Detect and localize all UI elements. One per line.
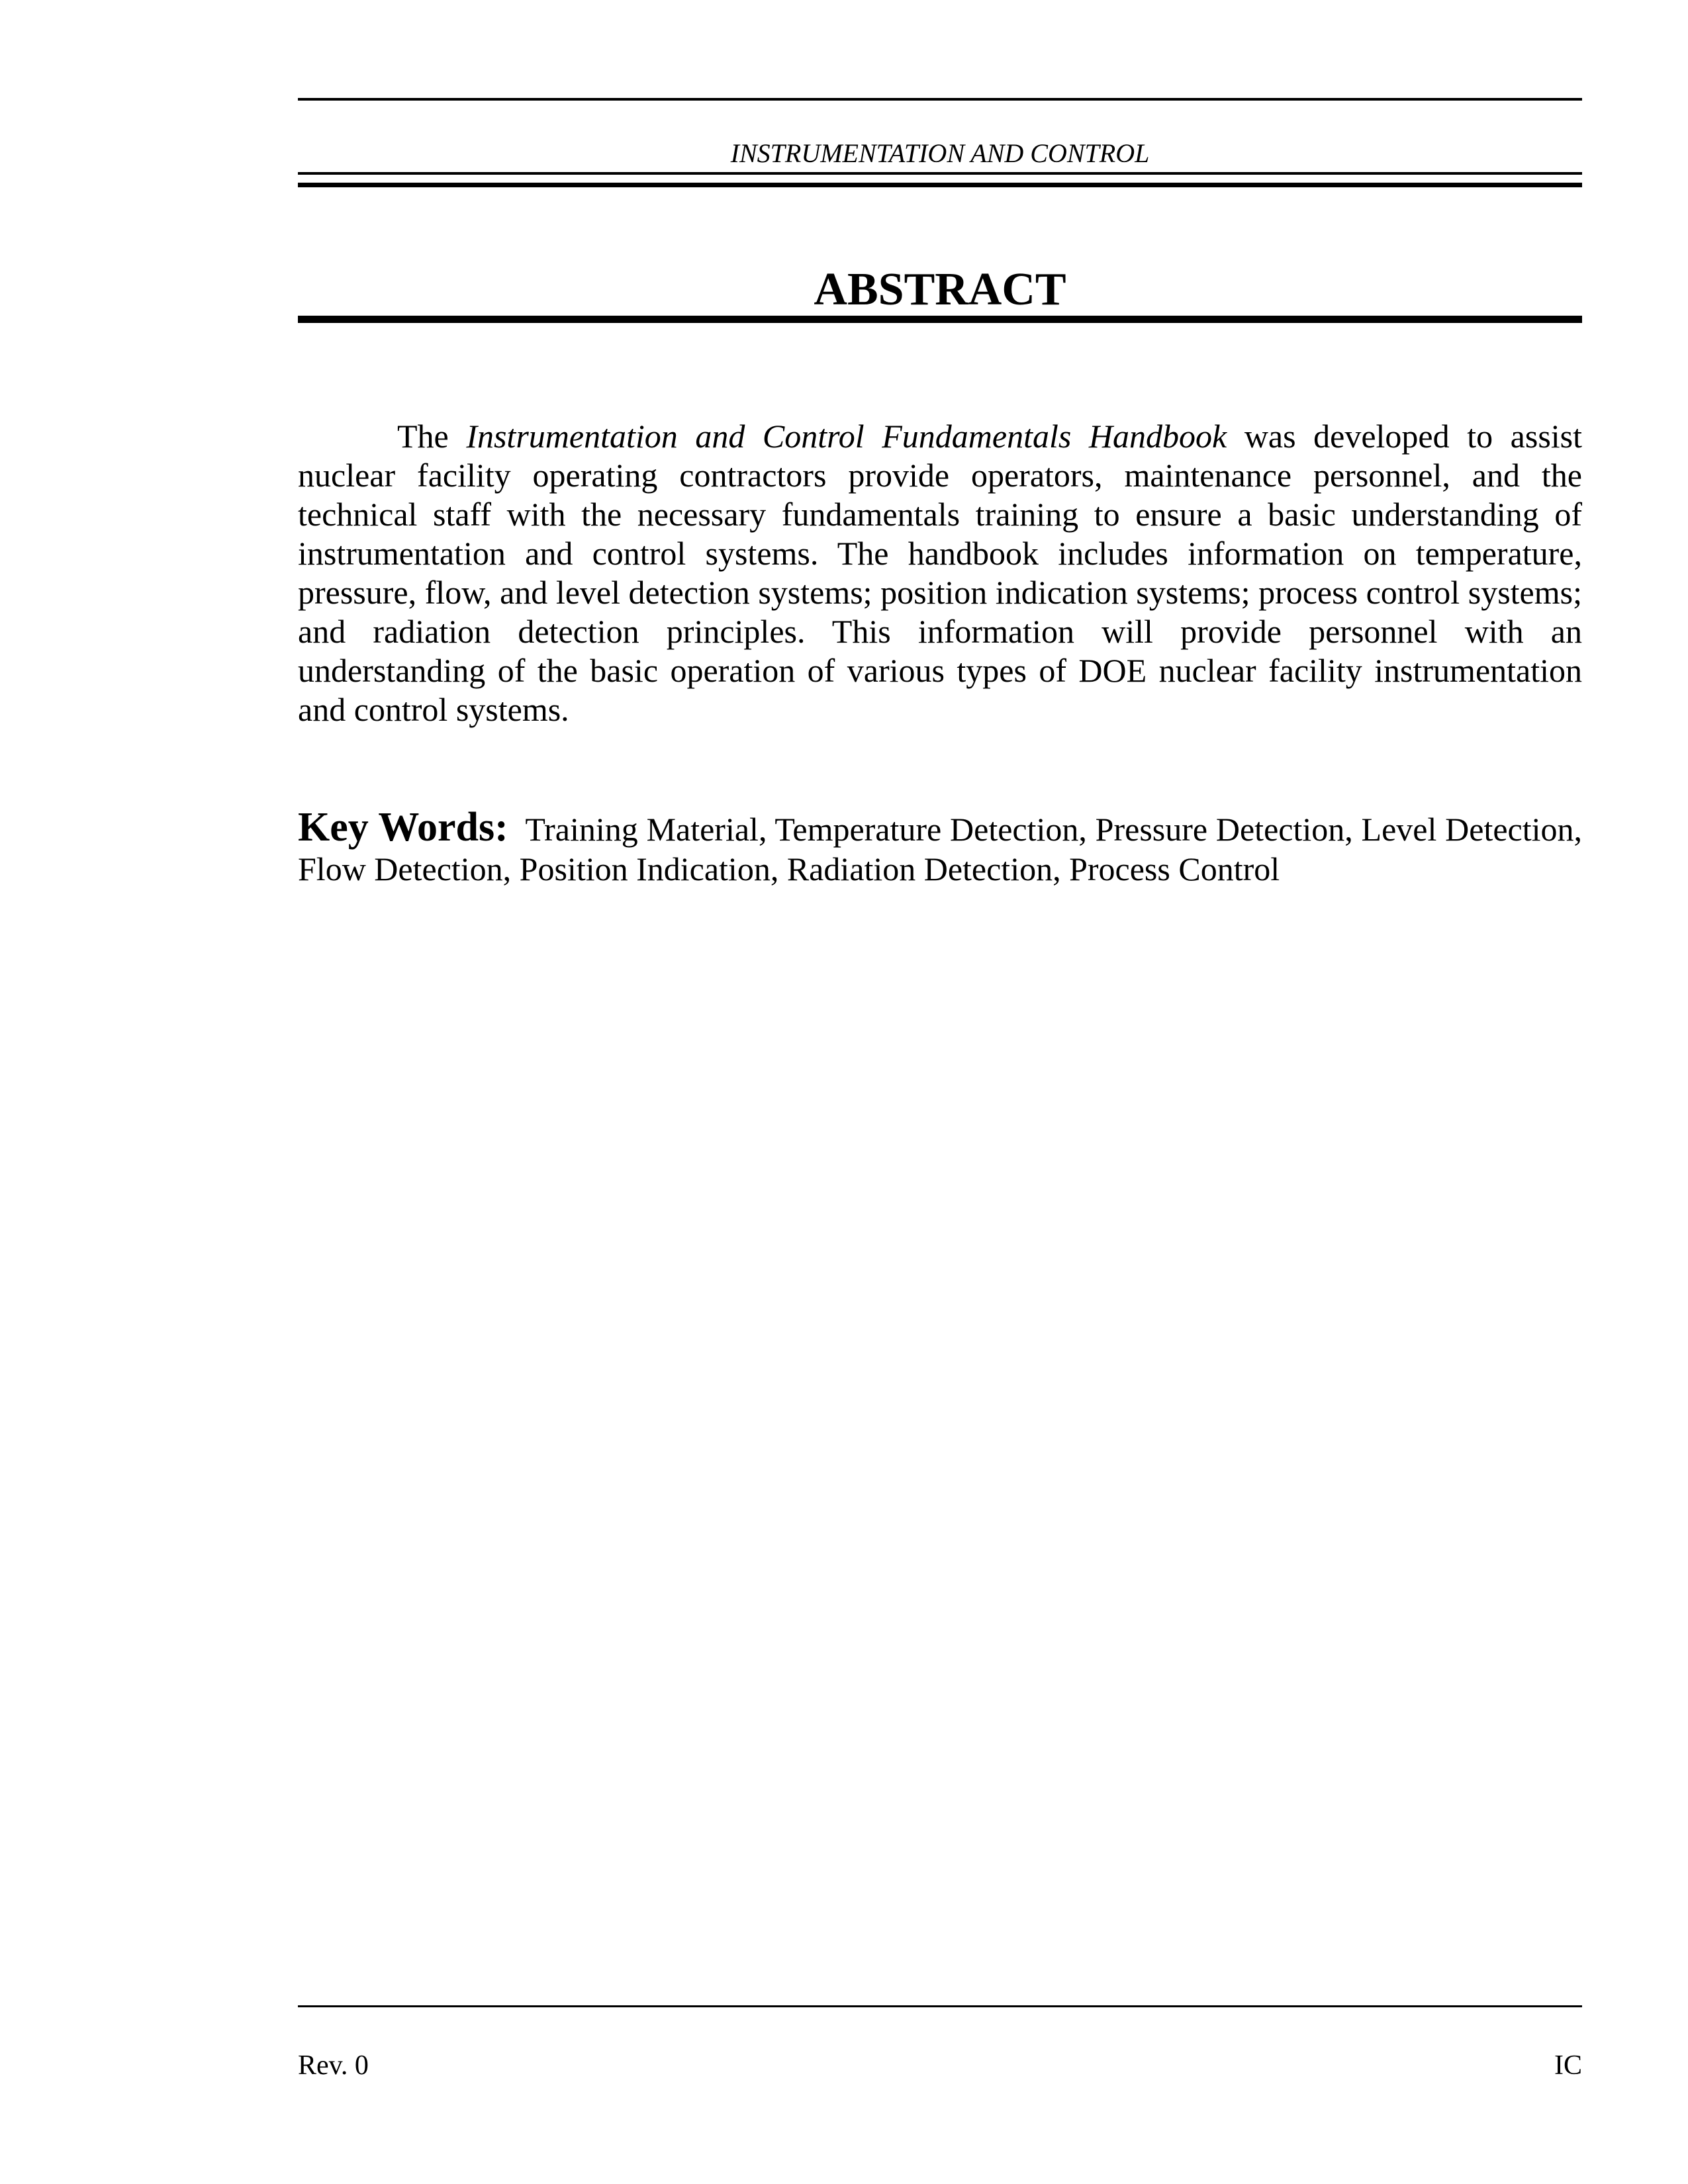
- abstract-intro: The: [397, 418, 449, 455]
- header-bottom-thin-rule: [298, 172, 1582, 175]
- abstract-paragraph: [298, 417, 1582, 729]
- abstract-body: was developed to assist nuclear facility operating contractors provide operators, maintenance personnel, and the technical staff with the necessary fundamentals training to ensure a basic understanding of instrumentation and control systems. The handbook includes information on temperature, pressure, flow, and level detection systems; position indication systems; process control systems; and radiation detection principles. This information will provide personnel with an understanding of the basic operation of various types of DOE nuclear facility instrumentation and control systems.: [298, 418, 1583, 728]
- running-header: INSTRUMENTATION AND CONTROL: [730, 138, 1150, 168]
- header-top-rule: [298, 98, 1582, 101]
- page-title: ABSTRACT: [814, 264, 1066, 315]
- header-bottom-thick-rule: [298, 183, 1582, 187]
- handbook-title: Instrumentation and Control Fundamentals Handbook: [466, 418, 1227, 455]
- footer-rule: [298, 2005, 1582, 2007]
- keywords-label: Key Words:: [298, 805, 508, 850]
- keywords-section: [298, 807, 1582, 889]
- keywords-text: Training Material, Temperature Detection, Pressure Detection, Level Detection, Flow Detection, Position Indication, Radiation Detection, Process Control: [298, 811, 1583, 887]
- footer-revision: Rev. 0: [298, 2050, 369, 2081]
- title-underline-rule: [298, 316, 1582, 323]
- footer-code: IC: [1554, 2050, 1582, 2081]
